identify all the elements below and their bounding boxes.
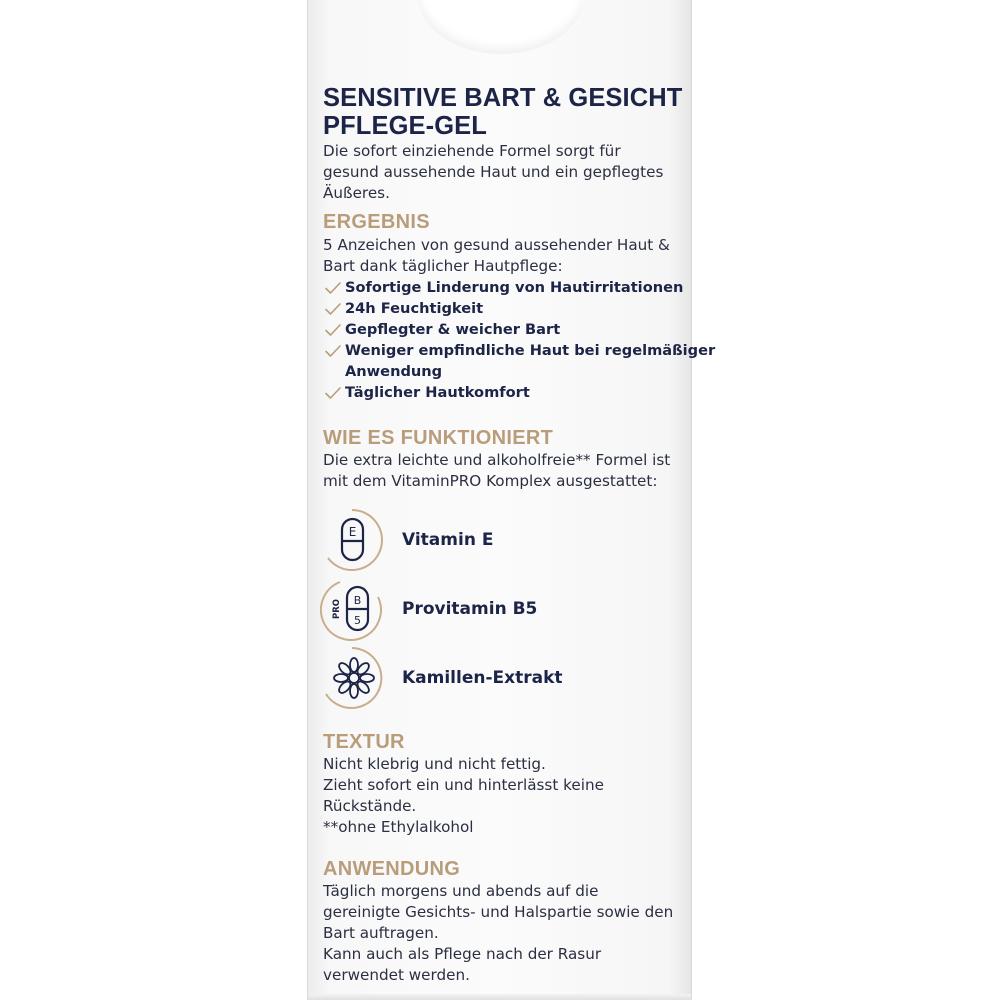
anwendung-heading: ANWENDUNG xyxy=(323,858,461,880)
textur-line: Nicht klebrig und nicht fettig. xyxy=(323,755,546,773)
product-title-line-1: SENSITIVE BART & GESICHT xyxy=(323,84,683,112)
funktion-heading: WIE ES FUNKTIONIERT xyxy=(323,427,554,449)
ingredient-label: Provitamin B5 xyxy=(402,599,538,619)
check-icon xyxy=(321,277,345,295)
intro-line: gesund aussehende Haut und ein gepflegtes xyxy=(323,163,664,181)
anwendung-line: Täglich morgens und abends auf die xyxy=(323,882,599,900)
check-icon xyxy=(321,340,345,358)
icon-letter-b: B xyxy=(353,594,362,607)
check-icon xyxy=(321,319,345,337)
ergebnis-benefit-list xyxy=(321,277,716,403)
ergebnis-intro-line: 5 Anzeichen von gesund aussehender Haut & xyxy=(323,236,670,254)
icon-text-pro: PRO xyxy=(332,598,342,620)
anwendung-text xyxy=(323,881,683,986)
ergebnis-heading: ERGEBNIS xyxy=(323,211,430,233)
anwendung-line: gereinigte Gesichts- und Halspartie sowie den xyxy=(323,903,674,921)
textur-line: Rückstände. xyxy=(323,797,417,815)
ergebnis-intro-line: Bart dank täglicher Hautpflege: xyxy=(323,257,563,275)
ingredient-vitamin-e xyxy=(320,508,680,572)
icon-number-5: 5 xyxy=(354,614,361,627)
ergebnis-intro xyxy=(323,235,683,277)
benefit-text: Gepflegter & weicher Bart xyxy=(345,321,561,338)
intro-line: Äußeres. xyxy=(323,184,390,202)
anwendung-line: verwendet werden. xyxy=(323,966,470,984)
benefit-item xyxy=(321,319,681,340)
check-icon xyxy=(321,382,345,400)
check-icon xyxy=(321,298,345,316)
textur-text xyxy=(323,754,683,838)
ingredient-label: Vitamin E xyxy=(402,530,494,550)
intro-line: Die sofort einziehende Formel sorgt für xyxy=(323,142,621,160)
benefit-text: Täglicher Hautkomfort xyxy=(345,384,530,401)
product-intro xyxy=(323,141,683,204)
icon-letter-e: E xyxy=(348,525,357,539)
benefit-text: 24h Feuchtigkeit xyxy=(345,300,484,317)
funktion-intro-line: mit dem VitaminPRO Komplex ausgestattet: xyxy=(323,472,658,490)
benefit-item xyxy=(321,277,684,298)
funktion-intro-line: Die extra leichte und alkoholfreie** Formel ist xyxy=(323,451,671,469)
benefit-item xyxy=(321,382,681,403)
product-title xyxy=(323,84,683,140)
chamomile-flower-icon xyxy=(320,646,384,710)
textur-line: Zieht sofort ein und hinterlässt keine xyxy=(323,776,604,794)
ingredient-provitamin-b5 xyxy=(320,577,680,641)
provitamin-b5-capsule-icon xyxy=(320,577,384,641)
product-title-line-2: PFLEGE-GEL xyxy=(323,112,487,140)
benefit-text xyxy=(345,340,715,382)
benefit-item xyxy=(321,340,716,382)
ingredient-label: Kamillen-Extrakt xyxy=(402,668,563,688)
funktion-intro xyxy=(323,450,683,492)
vitamin-e-capsule-icon xyxy=(320,508,384,572)
benefit-text: Sofortige Linderung von Hautirritationen xyxy=(345,279,684,296)
anwendung-line: Kann auch als Pflege nach der Rasur xyxy=(323,945,602,963)
benefit-item xyxy=(321,298,681,319)
textur-heading: TEXTUR xyxy=(323,731,405,753)
anwendung-line: Bart auftragen. xyxy=(323,924,439,942)
benefit-text-line: Anwendung xyxy=(345,363,443,380)
ingredient-kamillen-extrakt xyxy=(320,646,680,710)
textur-line: **ohne Ethylalkohol xyxy=(323,818,474,836)
benefit-text-line: Weniger empfindliche Haut bei regelmäßiger xyxy=(345,342,716,359)
